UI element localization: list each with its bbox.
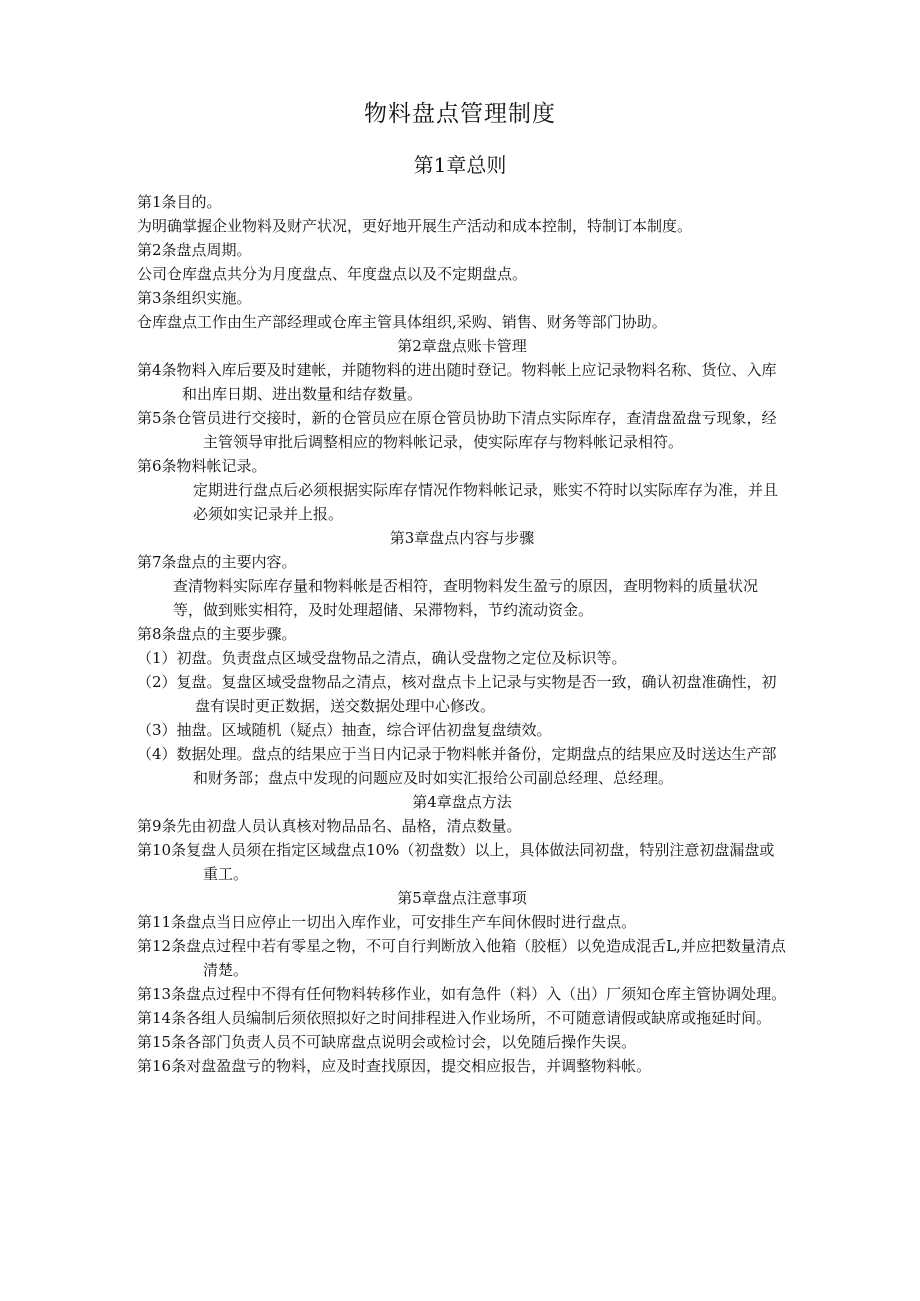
article-3-text: 仓库盘点工作由生产部经理或仓库主管具体组织,采购、销售、财务等部门协助。 [137,313,667,331]
article-6-heading: 第6条物料帐记录。 [137,457,267,475]
article-14: 第14条各组人员编制后须依照拟好之时间排程进入作业场所，不可随意请假或缺席或拖延时间。 [137,1009,772,1027]
article-1-heading: 第1条目的。 [137,193,222,211]
article-7-heading: 第7条盘点的主要内容。 [137,553,297,571]
chapter-1-heading: 第1章总则 [413,153,507,177]
chapter-3-heading: 第3章盘点内容与步骤 [389,529,535,547]
document-title: 物料盘点管理制度 [364,101,556,127]
article-12: 第12条盘点过程中若有零星之物，不可自行判断放入他箱（胶框）以免造成混舌L,并应把数量清点清楚。 [137,937,786,979]
article-1-text: 为明确掌握企业物料及财产状况，更好地开展生产活动和成本控制，特制订本制度。 [137,217,693,235]
article-4: 第4条物料入库后要及时建帐，并随物料的进出随时登记。物料帐上应记录物料名称、货位、入库和出库日期、进出数量和结存数量。 [137,361,777,403]
article-2-text: 公司仓库盘点共分为月度盘点、年度盘点以及不定期盘点。 [137,265,528,283]
article-15: 第15条各部门负责人员不可缺席盘点说明会或检讨会，以免随后操作失误。 [137,1033,637,1051]
article-6-text: 定期进行盘点后必须根据实际库存情况作物料帐记录，账实不符时以实际库存为准，并且必须如实记录并上报。 [193,481,779,523]
step-4: （4）数据处理。盘点的结果应于当日内记录于物料帐并备份，定期盘点的结果应及时送达生产部和财务部；盘点中发现的问题应及时如实汇报给公司副总经理、总经理。 [137,745,777,787]
step-1: （1）初盘。负责盘点区域受盘物品之清点，确认受盘物之定位及标识等。 [137,649,627,667]
step-2: （2）复盘。复盘区域受盘物品之清点，核对盘点卡上记录与实物是否一致，确认初盘准确性，初盘有误时更正数据，送交数据处理中心修改。 [137,673,777,715]
article-13: 第13条盘点过程中不得有任何物料转移作业，如有急件（料）入（出）厂须知仓库主管协调处理。 [137,985,787,1003]
article-3-heading: 第3条组织实施。 [137,289,252,307]
article-7-text: 查清物料实际库存量和物料帐是否相符，查明物料发生盈亏的原因，查明物料的质量状况等，做到账实相符，及时处理超储、呆滞物料，节约流动资金。 [173,577,759,619]
article-11: 第11条盘点当日应停止一切出入库作业，可安排生产车间休假时进行盘点。 [137,913,637,931]
article-2-heading: 第2条盘点周期。 [137,241,252,259]
step-3: （3）抽盘。区域随机（疑点）抽查，综合评估初盘复盘绩效。 [137,721,552,739]
chapter-2-heading: 第2章盘点账卡管理 [397,337,527,355]
chapter-5-heading: 第5章盘点注意事项 [397,889,527,907]
document-body [137,190,787,1078]
article-5: 第5条仓管员进行交接时，新的仓管员应在原仓管员协助下清点实际库存，查清盘盈盘亏现象，经主管领导审批后调整相应的物料帐记录，使实际库存与物料帐记录相符。 [137,409,777,451]
article-16: 第16条对盘盈盘亏的物料，应及时查找原因，提交相应报告，并调整物料帐。 [137,1057,652,1075]
article-10: 第10条复盘人员须在指定区域盘点10%（初盘数）以上，具体做法同初盘，特别注意初盘漏盘或重工。 [137,841,775,883]
article-9: 第9条先由初盘人员认真核对物品品名、晶格，清点数量。 [137,817,522,835]
article-8-heading: 第8条盘点的主要步骤。 [137,625,297,643]
chapter-4-heading: 第4章盘点方法 [412,793,512,811]
